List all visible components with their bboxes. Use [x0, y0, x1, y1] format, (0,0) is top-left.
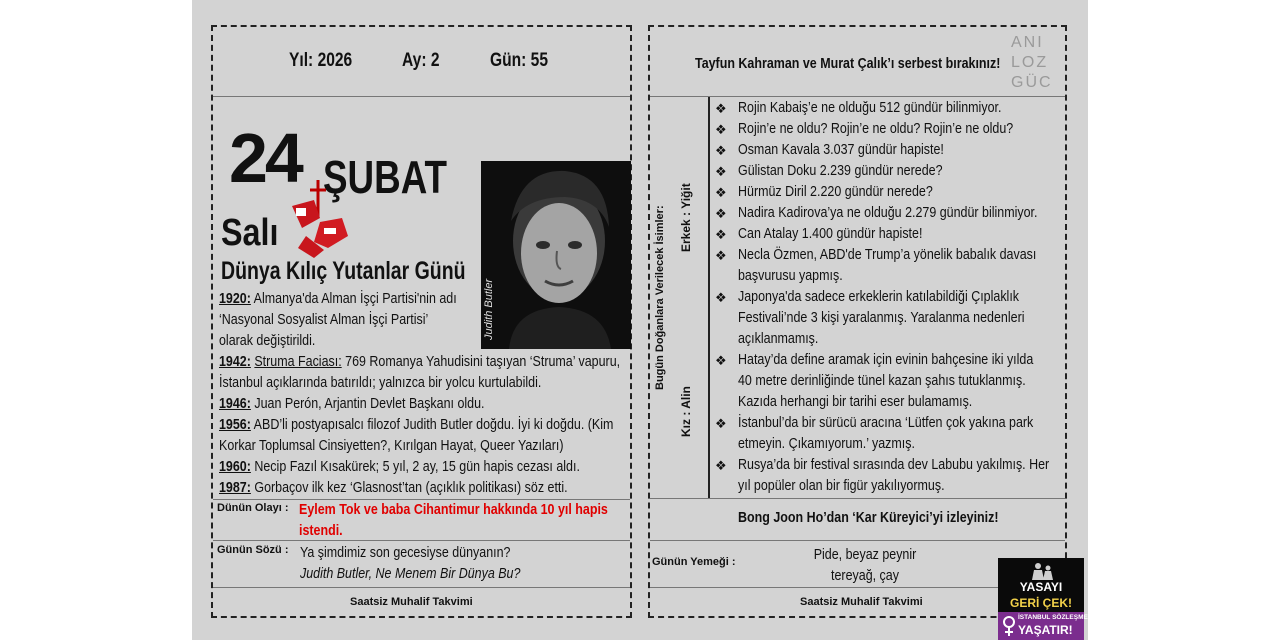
news-bullet-item: [715, 182, 1060, 203]
stamp-line2: GERİ ÇEK!: [1009, 596, 1072, 610]
meal-label: Günün Yemeği :: [652, 556, 736, 568]
news-bullet-text: Kazıda herhangi bir tarihi eser bulamamış.: [738, 394, 973, 410]
event-1942: 1942: Struma Faciası: 769 Romanya Yahudisini taşıyan ‘Struma’ vapuru, İstanbul açıklarında batırıldı; yalnızca bir yolcu kurtulabildi.: [219, 354, 621, 391]
stamp-line4: YAŞATIR!: [1018, 623, 1073, 637]
news-bullet-text: Rojin’e ne oldu? Rojin’e ne oldu? Rojin’e ne oldu?: [738, 121, 1014, 137]
divider: [213, 587, 630, 588]
month-label: Ay: 2: [402, 50, 440, 71]
diamond-bullet-icon: ❖: [715, 227, 727, 242]
event-1920: 1920: Almanya'da Alman İşçi Partisi'nin adı ‘Nasyonal Sosyalist Alman İşçi Partisi’ olarak değiştirildi.: [219, 291, 457, 349]
news-bullet-item: [715, 119, 1060, 140]
film-recommendation: Bong Joon Ho’dan ‘Kar Küreyici’yi izleyiniz!: [738, 510, 999, 526]
event-year: 1956:: [219, 417, 251, 433]
news-bullet-text: Japonya'da sadece erkeklerin katılabildiği Çıplaklık: [738, 289, 1020, 305]
news-bullet-item: [715, 350, 1060, 413]
stamp-purple-band: [998, 612, 1094, 640]
event-title: Struma Faciası:: [254, 354, 342, 370]
female-name: Kız : Alin: [679, 386, 693, 437]
day-of-year-label: Gün: 55: [490, 50, 549, 71]
event-year: 1960:: [219, 459, 251, 475]
names-title: Bugün Doğanlara Verilecek İsimler:: [654, 205, 666, 390]
year-label: Yıl: 2026: [289, 50, 353, 71]
news-bullet-item: [715, 455, 1060, 497]
diamond-bullet-icon: ❖: [715, 164, 727, 179]
event-1946: 1946: Juan Perón, Arjantin Devlet Başkanı oldu.: [219, 396, 485, 412]
event-year: 1946:: [219, 396, 251, 412]
meal-text: Pide, beyaz peynir tereyağ, çay: [813, 547, 917, 584]
news-bullet-text: Hatay’da define aramak için evinin bahçesine iki yılda: [738, 352, 1034, 368]
divider: [650, 96, 1065, 97]
sword-swallower-illustration: [284, 178, 354, 260]
portrait-icon: [481, 161, 631, 349]
silhouette-icon: [998, 560, 1084, 580]
portrait-caption-text: Judith Butler: [483, 278, 495, 340]
diamond-bullet-icon: ❖: [715, 248, 727, 263]
news-bullet-text: Gülistan Doku 2.239 gündür nerede?: [738, 163, 943, 179]
month-name: ŞUBAT: [323, 151, 448, 203]
news-bullet-text: Rusya’da bir festival sırasında dev Labubu yakılmış. Her: [738, 457, 1050, 473]
news-bullet-text: yıl popüler olan bir figür yakılıyormuş.: [738, 478, 945, 494]
event-1960: 1960: Necip Fazıl Kısakürek; 5 yıl, 2 ay, 15 gün hapis cezası aldı.: [219, 459, 580, 475]
female-symbol-icon: [1001, 615, 1017, 637]
news-bullet-text: başvurusu yapmış.: [738, 268, 843, 284]
news-bullet-item: [715, 287, 1060, 350]
diamond-bullet-icon: ❖: [715, 101, 727, 116]
stamp-line3: İSTANBUL SÖZLEŞMESİ: [1018, 614, 1094, 621]
news-bullet-text: Can Atalay 1.400 gündür hapiste!: [738, 226, 923, 242]
news-bullet-item: [715, 140, 1060, 161]
diamond-bullet-icon: ❖: [715, 416, 727, 431]
news-bullet-item: [715, 413, 1060, 455]
day-number: 24: [229, 119, 301, 197]
news-bullet-text: açıklanmamış.: [738, 331, 819, 347]
news-bullet-item: [715, 224, 1060, 245]
event-year: 1920:: [219, 291, 251, 307]
diamond-bullet-icon: ❖: [715, 458, 727, 473]
event-of-day-label: Dünün Olayı :: [217, 502, 289, 514]
judith-butler-portrait: [481, 161, 631, 349]
news-bullet-item: [715, 98, 1060, 119]
news-bullet-text: Osman Kavala 3.037 gündür hapiste!: [738, 142, 944, 158]
anilozguc-logo: ANI LOZ GÜC: [1011, 34, 1053, 91]
news-bullet-item: [715, 161, 1060, 182]
news-bullet-text: Rojin Kabaiş’e ne olduğu 512 gündür bilinmiyor.: [738, 100, 1002, 116]
news-bullet-text: Nadira Kadirova’ya ne olduğu 2.279 gündür bilinmiyor.: [738, 205, 1038, 221]
weekday: Salı: [221, 212, 279, 254]
news-bullet-text: etmeyin. Çıkamıyorum.’ yazmış.: [738, 436, 915, 452]
quote-source: Judith Butler, Ne Menem Bir Dünya Bu?: [300, 566, 521, 582]
divider: [213, 96, 630, 97]
divider: [650, 498, 1065, 499]
diamond-bullet-icon: ❖: [715, 353, 727, 368]
quote-of-day-text: Ya şimdimiz son gecesiyse dünyanın? Judith Butler, Ne Menem Bir Dünya Bu?: [300, 545, 521, 582]
news-bullet-text: Necla Özmen, ABD'de Trump’a yönelik babalık davası: [738, 247, 1037, 263]
bullet-list-rule: [708, 97, 710, 498]
footer-left: Saatsiz Muhalif Takvimi: [350, 596, 473, 608]
divider: [650, 540, 1065, 541]
news-bullet-item: [715, 203, 1060, 224]
news-bullet-text: 40 metre derinliğinde tünel kazan şahıs tutuklanmış.: [738, 373, 1026, 389]
male-name: Erkek : Yiğit: [679, 183, 693, 252]
diamond-bullet-icon: ❖: [715, 206, 727, 221]
news-bullet-text: İstanbul’da bir sürücü aracına ‘Lütfen çok yakına park: [738, 415, 1034, 431]
top-message: Tayfun Kahraman ve Murat Çalık’ı serbest bırakınız!: [695, 56, 1001, 72]
special-day: Dünya Kılıç Yutanlar Günü: [221, 257, 466, 285]
footer-right: Saatsiz Muhalif Takvimi: [800, 596, 923, 608]
diamond-bullet-icon: ❖: [715, 143, 727, 158]
event-of-day-text: Eylem Tok ve baba Cihantimur hakkında 10 yıl hapis istendi.: [299, 502, 608, 539]
event-year: 1942:: [219, 354, 251, 370]
diamond-bullet-icon: ❖: [715, 185, 727, 200]
news-bullet-item: [715, 245, 1060, 287]
quote-of-day-label: Günün Sözü :: [217, 544, 289, 556]
news-bullet-text: Festivali’nde 3 kişi yaralanmış. Yaralanma nedenleri: [738, 310, 1025, 326]
diamond-bullet-icon: ❖: [715, 290, 727, 305]
stamp-line1: YASAYI: [1019, 580, 1063, 594]
istanbul-convention-stamp: [998, 558, 1094, 640]
event-1987: 1987: Gorbaçov ilk kez ‘Glasnost’tan (açıklık politikası) söz etti.: [219, 480, 568, 496]
event-year: 1987:: [219, 480, 251, 496]
divider: [213, 540, 630, 541]
event-1956: 1956: ABD’li postyapısalcı filozof Judith Butler doğdu. İyi ki doğdu. (Kim Korkar Toplumsal Cinsiyetten?, Kırılgan Hayat, Queer Yazıları): [219, 417, 614, 454]
news-bullet-text: Hürmüz Diril 2.220 gündür nerede?: [738, 184, 933, 200]
diamond-bullet-icon: ❖: [715, 122, 727, 137]
